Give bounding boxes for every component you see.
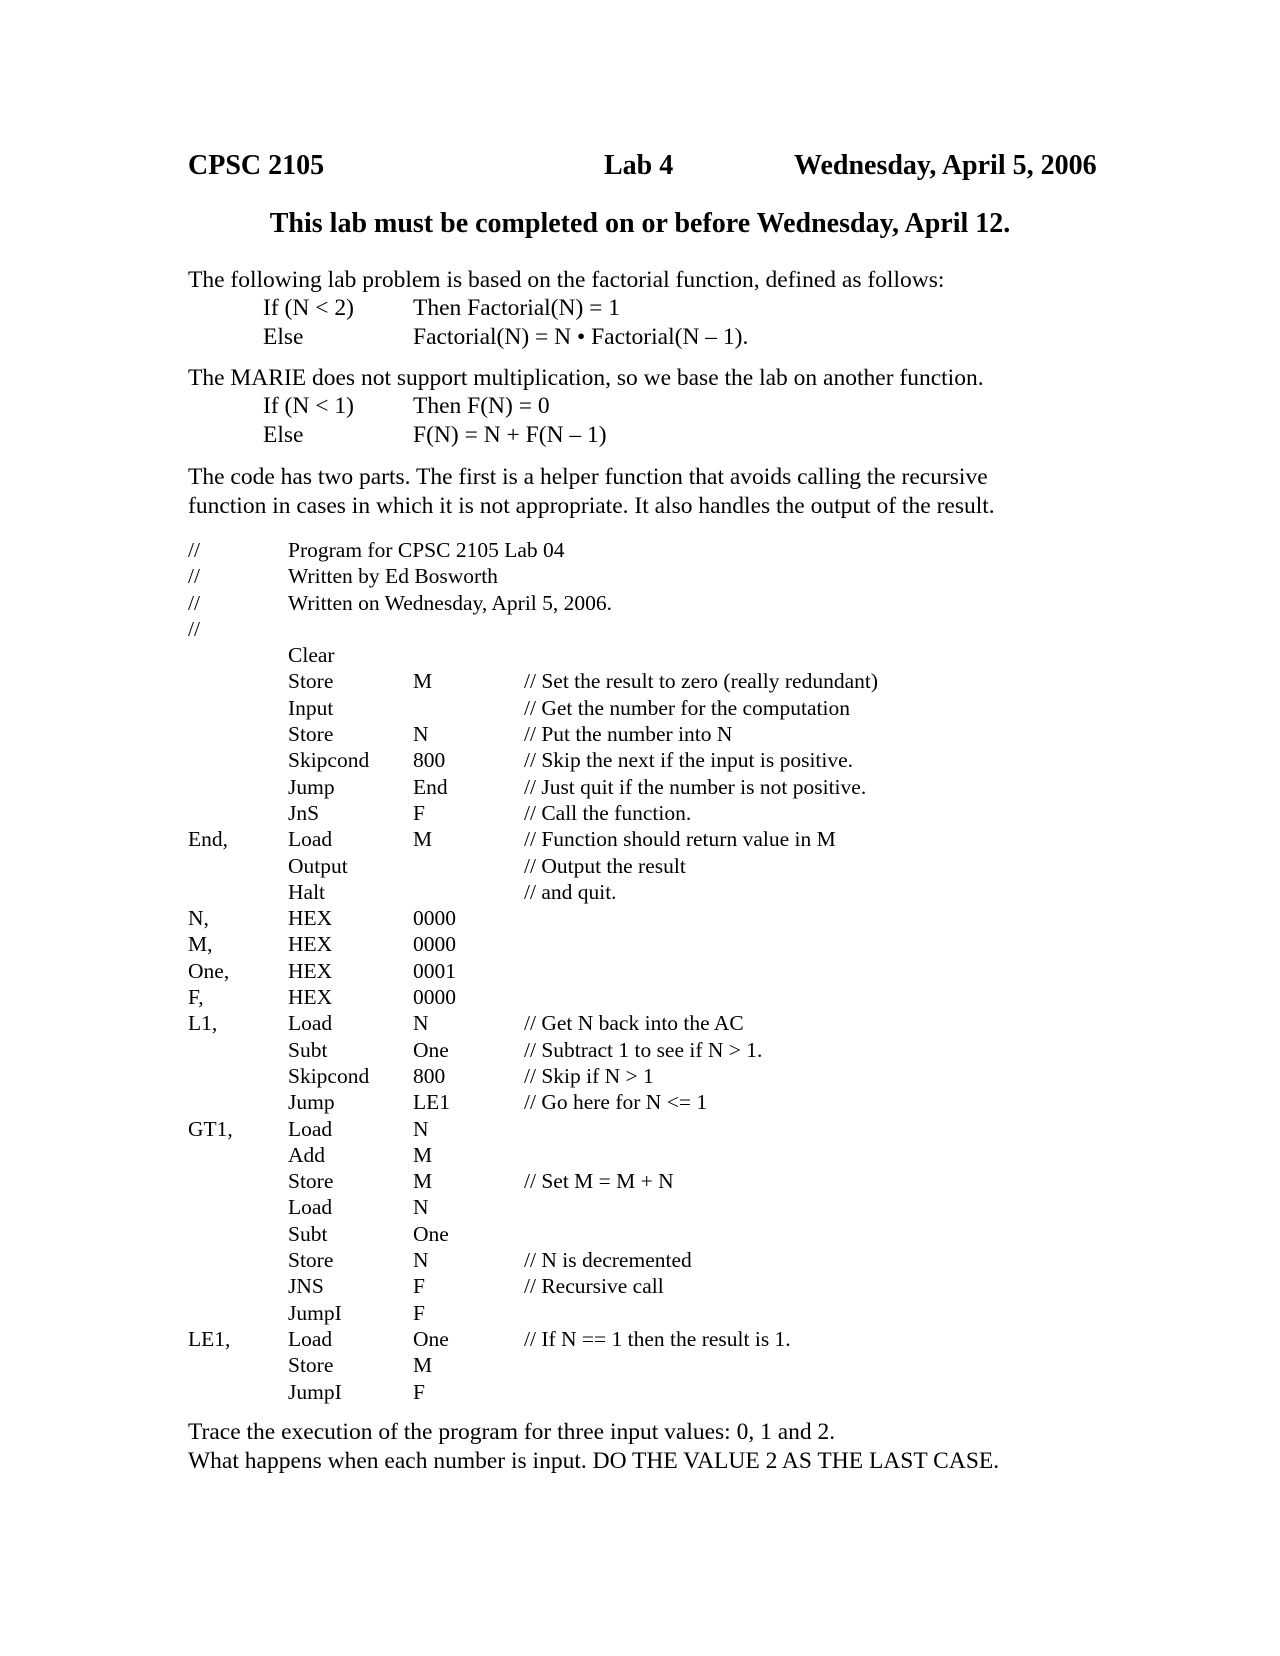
code-comment: // Get the number for the computation	[524, 695, 850, 720]
function-condition-2: Else	[263, 422, 304, 448]
code-operand: 0001	[413, 958, 456, 983]
code-instruction: Subt	[288, 1037, 328, 1062]
code-operand: End	[413, 774, 448, 799]
code-comment: // Output the result	[524, 853, 686, 878]
code-instruction: Store	[288, 1248, 334, 1273]
code-operand: M	[413, 669, 433, 694]
code-comment: // Call the function.	[524, 800, 692, 825]
code-instruction: Load	[288, 827, 333, 852]
code-instruction: Jump	[288, 774, 335, 799]
code-instruction: Load	[288, 1195, 333, 1220]
code-operand: LE1	[413, 1090, 451, 1115]
code-operand: 0000	[413, 985, 456, 1010]
code-operand: M	[413, 1169, 433, 1194]
code-comment: // Skip the next if the input is positive.	[524, 748, 854, 773]
code-instruction: HEX	[288, 906, 333, 931]
code-instruction: Written on Wednesday, April 5, 2006.	[288, 590, 613, 615]
code-instruction: Output	[288, 853, 348, 878]
code-instruction: Skipcond	[288, 1063, 370, 1088]
code-instruction: Load	[288, 1116, 333, 1141]
code-comment: // Recursive call	[524, 1274, 664, 1299]
code-label: One,	[188, 958, 230, 983]
code-label: //	[188, 590, 200, 615]
code-operand: F	[413, 1274, 425, 1299]
code-operand: One	[413, 1326, 449, 1351]
code-label: //	[188, 564, 200, 589]
code-comment: // If N == 1 then the result is 1.	[524, 1326, 791, 1351]
code-operand: F	[413, 1379, 425, 1404]
code-instruction: Skipcond	[288, 748, 370, 773]
code-instruction: Subt	[288, 1221, 328, 1246]
code-instruction: Halt	[288, 879, 326, 904]
code-instruction: Store	[288, 1353, 334, 1378]
factorial-expression-1: Then Factorial(N) = 1	[413, 295, 621, 321]
factorial-condition-2: Else	[263, 324, 304, 350]
code-label: F,	[188, 985, 204, 1010]
code-label: L1,	[188, 1011, 218, 1036]
function-expression-1: Then F(N) = 0	[413, 393, 550, 419]
code-operand: 800	[413, 1063, 446, 1088]
code-operand: 800	[413, 748, 446, 773]
code-operand: One	[413, 1037, 449, 1062]
code-comment: // Put the number into N	[524, 722, 733, 747]
code-comment: // Go here for N <= 1	[524, 1090, 708, 1115]
code-operand: N	[413, 1248, 429, 1273]
intro-paragraph-3-line-2: function in cases in which it is not appropriate. It also handles the output of the result.	[188, 493, 995, 519]
code-instruction: Store	[288, 1169, 334, 1194]
code-instruction: Jump	[288, 1090, 335, 1115]
intro-paragraph-1: The following lab problem is based on the factorial function, defined as follows:	[188, 267, 945, 293]
code-operand: N	[413, 1011, 429, 1036]
code-label: M,	[188, 932, 213, 957]
code-instruction: Input	[288, 695, 334, 720]
code-operand: M	[413, 1142, 433, 1167]
intro-paragraph-2: The MARIE does not support multiplication, so we base the lab on another function.	[188, 365, 984, 391]
code-comment: // Just quit if the number is not positive.	[524, 774, 867, 799]
closing-line-2: What happens when each number is input. DO THE VALUE 2 AS THE LAST CASE.	[188, 1448, 1000, 1474]
code-operand: F	[413, 800, 425, 825]
code-instruction: JumpI	[288, 1300, 342, 1325]
lab-date: Wednesday, April 5, 2006	[794, 150, 1097, 181]
code-instruction: HEX	[288, 985, 333, 1010]
code-instruction: Add	[288, 1142, 326, 1167]
code-comment: // Function should return value in M	[524, 827, 836, 852]
factorial-condition-1: If (N < 2)	[263, 295, 354, 321]
code-operand: N	[413, 1116, 429, 1141]
code-instruction: Store	[288, 722, 334, 747]
code-comment: // Get N back into the AC	[524, 1011, 744, 1036]
code-instruction: Load	[288, 1326, 333, 1351]
factorial-expression-2: Factorial(N) = N • Factorial(N – 1).	[413, 324, 749, 350]
intro-paragraph-3-line-1: The code has two parts. The first is a helper function that avoids calling the recursive	[188, 464, 988, 490]
code-label: N,	[188, 906, 209, 931]
code-comment: // Set the result to zero (really redundant)	[524, 669, 879, 694]
code-operand: 0000	[413, 932, 456, 957]
code-comment: // Subtract 1 to see if N > 1.	[524, 1037, 763, 1062]
code-label: LE1,	[188, 1326, 231, 1351]
code-instruction: Program for CPSC 2105 Lab 04	[288, 538, 565, 562]
lab-number: Lab 4	[604, 150, 674, 181]
code-operand: 0000	[413, 906, 456, 931]
code-instruction: JNS	[288, 1274, 324, 1299]
course-title: CPSC 2105	[188, 150, 325, 181]
deadline-notice: This lab must be completed on or before Wednesday, April 12.	[269, 208, 1011, 239]
code-instruction: HEX	[288, 958, 333, 983]
code-operand: M	[413, 1353, 433, 1378]
code-instruction: HEX	[288, 932, 333, 957]
code-instruction: Load	[288, 1011, 333, 1036]
function-condition-1: If (N < 1)	[263, 393, 354, 419]
code-comment: // and quit.	[524, 879, 617, 904]
code-comment: // Skip if N > 1	[524, 1063, 654, 1088]
code-instruction: JumpI	[288, 1379, 342, 1404]
code-operand: One	[413, 1221, 449, 1246]
code-instruction: Store	[288, 669, 334, 694]
code-comment: // Set M = M + N	[524, 1169, 674, 1194]
code-instruction: JnS	[288, 800, 320, 825]
code-label: //	[188, 538, 200, 562]
code-instruction: Clear	[288, 643, 335, 668]
code-operand: N	[413, 722, 429, 747]
closing-line-1: Trace the execution of the program for three input values: 0, 1 and 2.	[188, 1419, 836, 1445]
function-expression-2: F(N) = N + F(N – 1)	[413, 422, 607, 448]
code-operand: F	[413, 1300, 425, 1325]
code-comment: // N is decremented	[524, 1248, 692, 1273]
code-operand: M	[413, 827, 433, 852]
code-operand: N	[413, 1195, 429, 1220]
code-label: GT1,	[188, 1116, 233, 1141]
code-label: //	[188, 616, 200, 641]
code-instruction: Written by Ed Bosworth	[288, 564, 498, 589]
code-label: End,	[188, 827, 229, 852]
